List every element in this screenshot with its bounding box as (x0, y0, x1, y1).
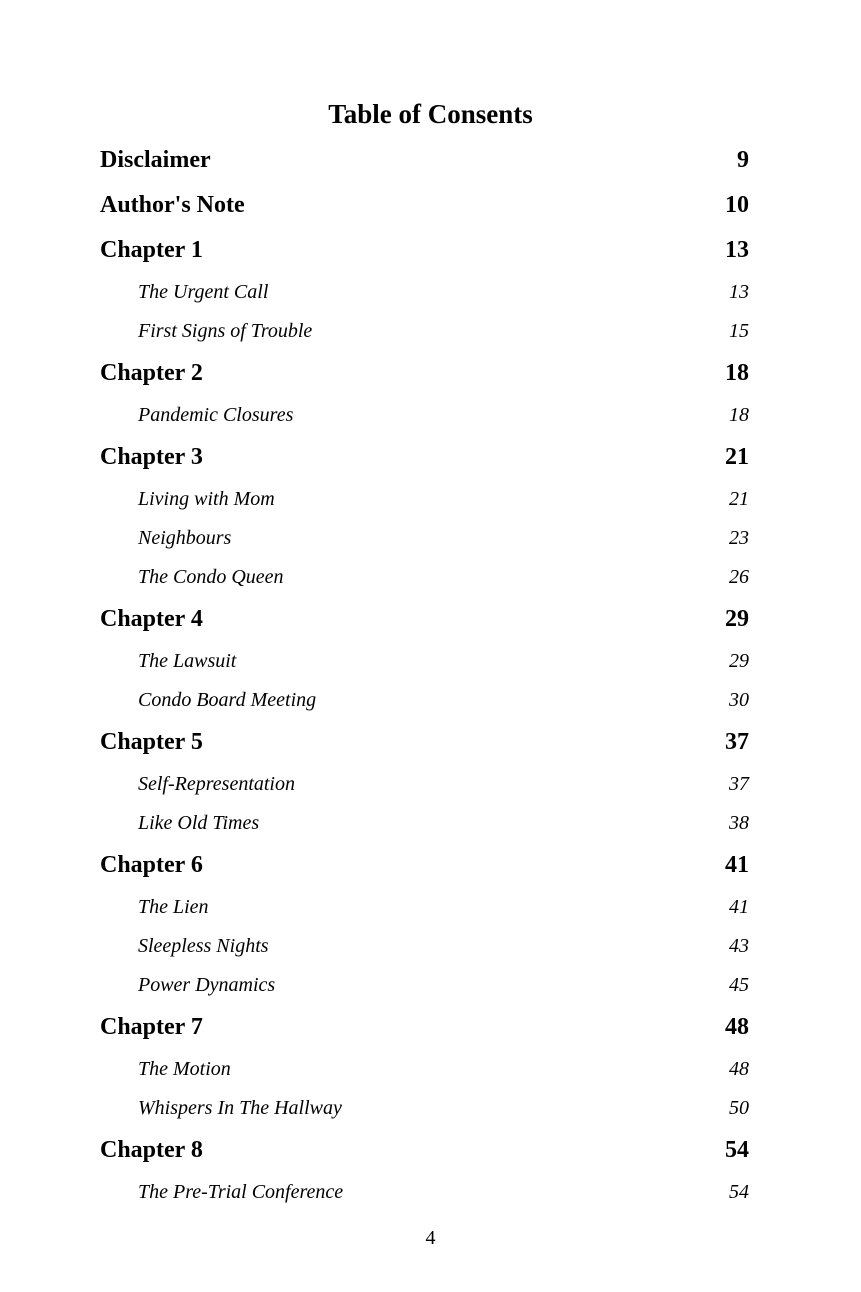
toc-entry-label: Self-Representation (138, 773, 295, 795)
toc-entry-label: The Lien (138, 896, 209, 918)
toc-entry-label: Power Dynamics (138, 974, 276, 996)
toc-entry[interactable] (100, 774, 749, 794)
toc-entry[interactable] (100, 936, 749, 956)
toc-entry[interactable] (100, 282, 749, 302)
toc-entry-page-number: 29 (729, 650, 749, 672)
toc-entry-page-number: 43 (729, 935, 749, 957)
toc-entry-page-number: 41 (725, 852, 749, 878)
toc-entry[interactable] (100, 690, 749, 710)
toc-entry-page-number: 37 (729, 773, 749, 795)
toc-entry-page-number: 23 (729, 527, 749, 549)
toc-entry-label: The Motion (138, 1058, 231, 1080)
toc-entry[interactable] (100, 606, 749, 632)
toc-entry[interactable] (100, 405, 749, 425)
toc-entry-label: Chapter 4 (100, 606, 203, 632)
toc-entry[interactable] (100, 444, 749, 470)
toc-entry-page-number: 54 (729, 1181, 749, 1203)
toc-entry[interactable] (100, 1137, 749, 1163)
toc-entry-page-number: 13 (725, 237, 749, 263)
footer-page-number: 4 (425, 1227, 436, 1249)
toc-entry[interactable] (100, 1098, 749, 1118)
toc-entry[interactable] (100, 321, 749, 341)
toc-entry-label: Sleepless Nights (138, 935, 269, 957)
toc-entry-page-number: 29 (725, 606, 749, 632)
toc-entry-page-number: 41 (729, 896, 749, 918)
toc-entry-page-number: 15 (729, 320, 749, 342)
toc-entry[interactable] (100, 1014, 749, 1040)
toc-entry-label: Chapter 6 (100, 852, 203, 878)
toc-entry-page-number: 26 (729, 566, 749, 588)
toc-entry[interactable] (100, 528, 749, 548)
toc-entry-label: Disclaimer (100, 147, 211, 173)
page-title: Table of Consents (328, 99, 533, 129)
toc-entry[interactable] (100, 1059, 749, 1079)
toc-entry[interactable] (100, 567, 749, 587)
toc-entry-label: Pandemic Closures (138, 404, 294, 426)
toc-entry-page-number: 21 (725, 444, 749, 470)
toc-entry-page-number: 48 (729, 1058, 749, 1080)
toc-entry-page-number: 48 (725, 1014, 749, 1040)
toc-entry-page-number: 13 (729, 281, 749, 303)
toc-entry-label: Neighbours (138, 527, 232, 549)
toc-entry-label: Living with Mom (138, 488, 275, 510)
toc-entry[interactable] (100, 897, 749, 917)
toc-entry-label: Chapter 5 (100, 729, 203, 755)
toc-entry[interactable] (100, 651, 749, 671)
toc-entry-label: The Urgent Call (138, 281, 269, 303)
toc-entry-page-number: 10 (725, 192, 749, 218)
toc-entry-label: Author's Note (100, 192, 245, 218)
toc-entry-page-number: 9 (737, 147, 749, 173)
toc-entry[interactable] (100, 489, 749, 509)
toc-entry-page-number: 21 (729, 488, 749, 510)
toc-entry[interactable] (100, 813, 749, 833)
toc-entry[interactable] (100, 360, 749, 386)
toc-entry-page-number: 50 (729, 1097, 749, 1119)
toc-entry-label: First Signs of Trouble (138, 320, 313, 342)
toc-entry-page-number: 37 (725, 729, 749, 755)
toc-entry-label: Condo Board Meeting (138, 689, 317, 711)
toc-entry-label: The Lawsuit (138, 650, 237, 672)
toc-entry-label: Chapter 2 (100, 360, 203, 386)
toc-entry[interactable] (100, 852, 749, 878)
toc-entry-label: The Pre-Trial Conference (138, 1181, 344, 1203)
toc-entry-page-number: 38 (729, 812, 749, 834)
toc-entry-page-number: 54 (725, 1137, 749, 1163)
toc-entry-page-number: 45 (729, 974, 749, 996)
toc-list (100, 147, 749, 1202)
toc-entry[interactable] (100, 147, 749, 173)
toc-entry-label: Chapter 3 (100, 444, 203, 470)
toc-entry-label: Chapter 7 (100, 1014, 203, 1040)
toc-entry-label: Chapter 8 (100, 1137, 203, 1163)
toc-entry-label: The Condo Queen (138, 566, 284, 588)
toc-entry[interactable] (100, 729, 749, 755)
toc-entry-label: Whispers In The Hallway (138, 1097, 342, 1119)
toc-entry-page-number: 30 (729, 689, 749, 711)
toc-entry-page-number: 18 (729, 404, 749, 426)
toc-entry[interactable] (100, 192, 749, 218)
toc-entry[interactable] (100, 1182, 749, 1202)
toc-entry-page-number: 18 (725, 360, 749, 386)
toc-entry[interactable] (100, 237, 749, 263)
toc-entry[interactable] (100, 975, 749, 995)
toc-entry-label: Like Old Times (138, 812, 260, 834)
toc-entry-label: Chapter 1 (100, 237, 203, 263)
